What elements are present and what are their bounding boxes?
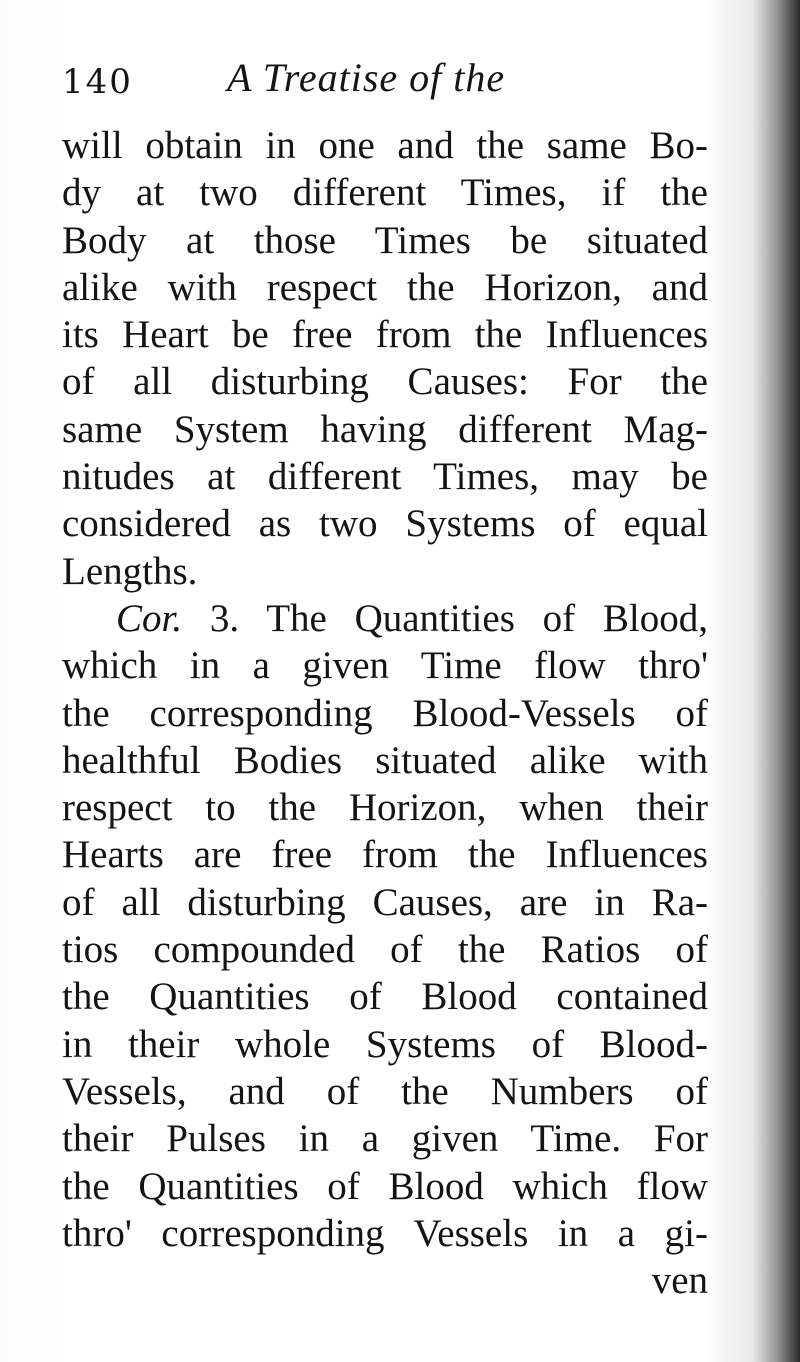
text-line: the Quantities of Blood which flow (62, 1164, 708, 1208)
text-line: will obtain in one and the same Bo- (62, 124, 708, 167)
corollary-line (62, 595, 708, 642)
page-header (62, 50, 702, 110)
text-line: its Heart be free from the Influences (62, 313, 708, 357)
text-line: the corresponding Blood-Vessels of (62, 691, 708, 735)
text-line: thro' corresponding Vessels in a gi- (62, 1211, 708, 1255)
text-line: the Quantities of Blood contained (62, 975, 708, 1019)
text-line: respect to the Horizon, when their (62, 786, 708, 830)
text-line: tios compounded of the Ratios of (62, 928, 708, 972)
text-line: dy at two different Times, if the (62, 171, 708, 215)
text-line: of all disturbing Causes: For the (62, 360, 708, 404)
body-text (62, 122, 708, 1304)
corollary-text: 3. The Quantities of Blood, (182, 596, 708, 640)
text-line: of all disturbing Causes, are in Ra- (62, 880, 708, 924)
corollary-label: Cor. (116, 596, 183, 640)
page-number: 140 (62, 62, 133, 102)
text-line: considered as two Systems of equal (62, 502, 708, 546)
running-head: A Treatise of the (227, 55, 506, 100)
text-line: which in a given Time flow thro' (62, 644, 708, 688)
text-line: Lengths. (62, 549, 198, 593)
text-line: Vessels, and of the Numbers of (62, 1069, 708, 1113)
text-line: same System having different Mag- (62, 407, 708, 451)
text-line: Hearts are free from the Influences (62, 833, 708, 877)
text-line: healthful Bodies situated alike with (62, 738, 708, 782)
text-line: nitudes at different Times, may be (62, 455, 708, 499)
text-line: their Pulses in a given Time. For (62, 1117, 708, 1161)
catchword: ven (651, 1259, 708, 1303)
text-line: in their whole Systems of Blood- (62, 1022, 708, 1066)
text-line: Body at those Times be situated (62, 218, 708, 262)
text-line: alike with respect the Horizon, and (62, 265, 708, 309)
